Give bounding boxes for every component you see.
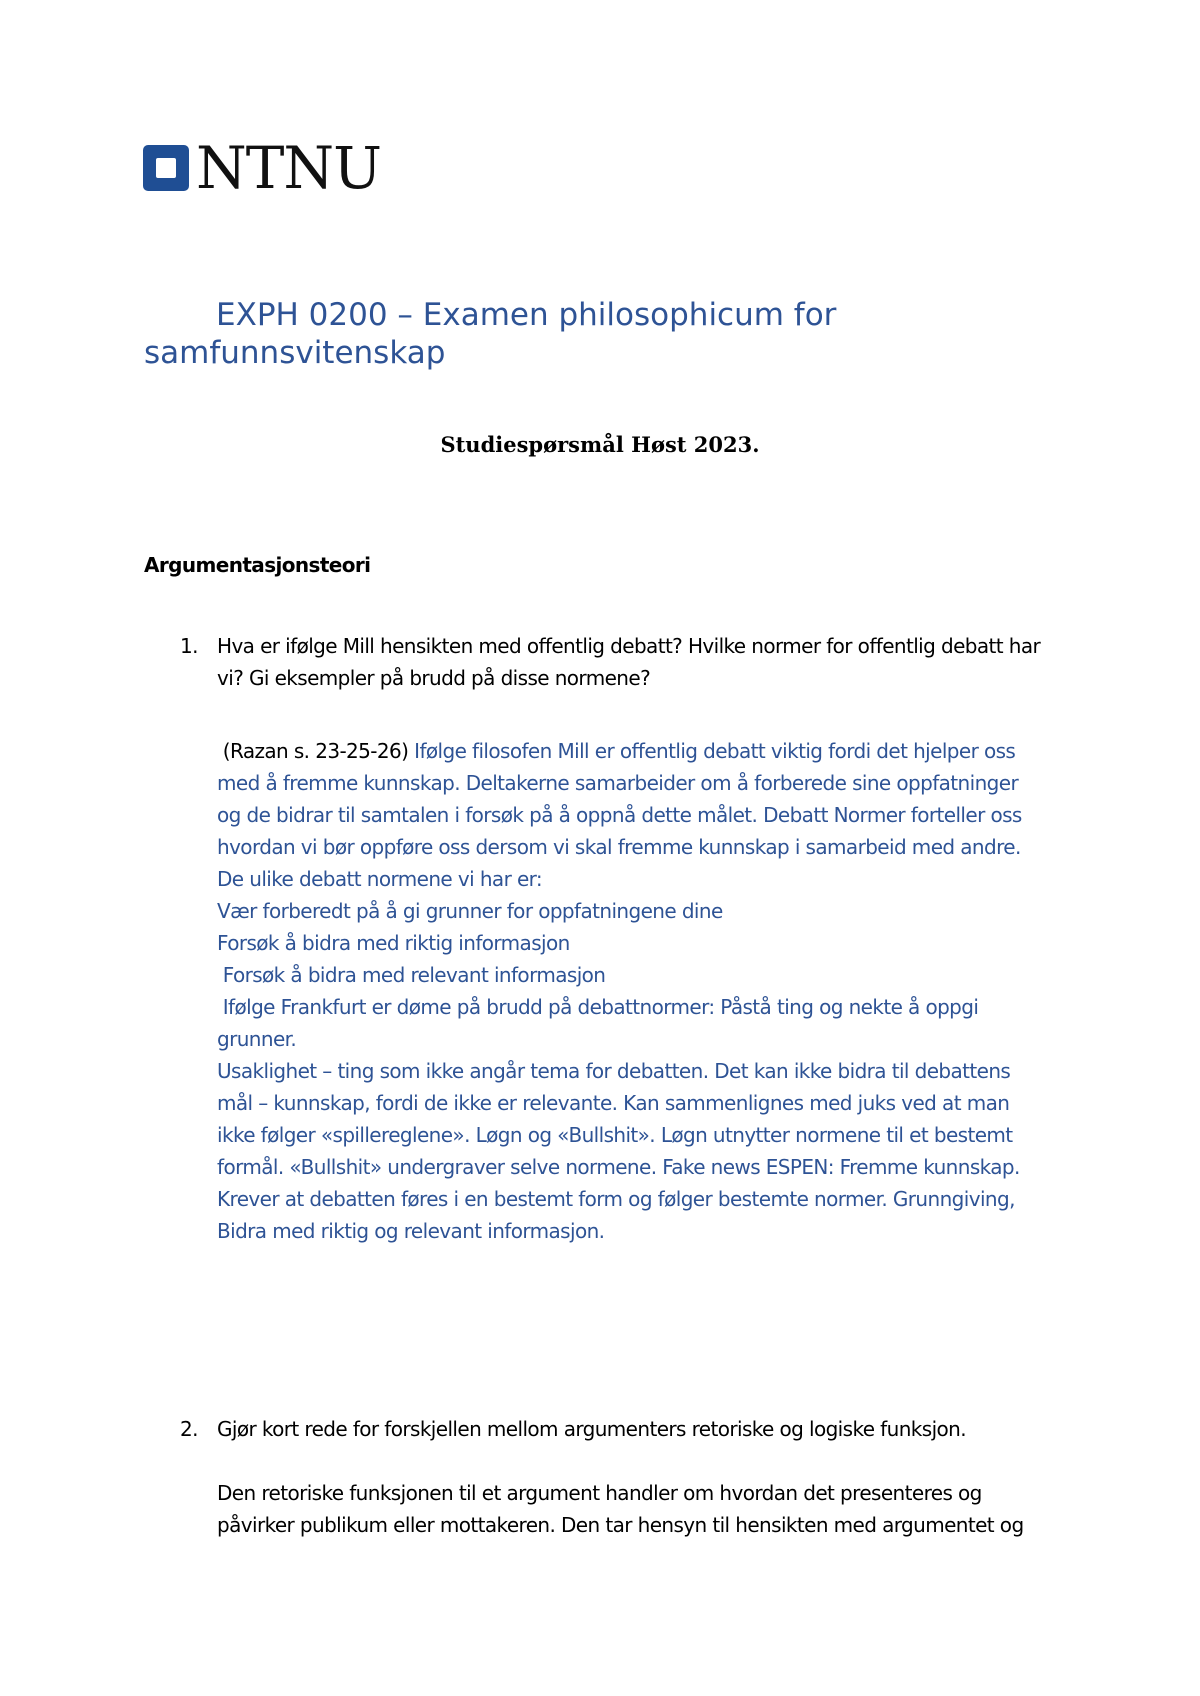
answer-line: Vær forberedt på å gi grunner for oppfatningene dine <box>217 899 723 923</box>
answer-line: Krever at debatten føres i en bestemt form og følger bestemte normer. Grunngiving, <box>217 1187 1015 1211</box>
ntnu-logo-mark-icon <box>143 145 189 191</box>
document-title: EXPH 0200 – Examen philosophicum for samfunnsvitenskap <box>144 297 837 371</box>
question-number: 1. <box>180 634 198 658</box>
question-1 <box>180 630 1060 694</box>
section-heading: Argumentasjonsteori <box>144 553 371 577</box>
answer-line: ikke følger «spillereglene». Løgn og «Bullshit». Løgn utnytter normene til et bestemt <box>217 1123 1013 1147</box>
answer-line: Bidra med riktig og relevant informasjon. <box>217 1219 605 1243</box>
answer-line: formål. «Bullshit» undergraver selve normene. Fake news ESPEN: Fremme kunnskap. <box>217 1155 1020 1179</box>
answer-1 <box>217 735 1067 1247</box>
question-text: Hva er ifølge Mill hensikten med offentlig debatt? Hvilke normer for offentlig debatt har vi? Gi eksempler på brudd på disse normene? <box>217 634 1041 690</box>
question-2 <box>180 1413 1060 1445</box>
citation: (Razan s. 23-25-26) <box>217 739 415 763</box>
answer-line: grunner. <box>217 1027 297 1051</box>
question-number: 2. <box>180 1417 198 1441</box>
answer-line: De ulike debatt normene vi har er: <box>217 867 543 891</box>
ntnu-logo-wordmark: NTNU <box>196 134 382 202</box>
answer-line: Forsøk å bidra med relevant informasjon <box>217 963 606 987</box>
answer-2 <box>217 1477 1067 1541</box>
answer-line <box>217 735 1067 767</box>
answer-line: Den retoriske funksjonen til et argument handler om hvordan det presenteres og <box>217 1481 982 1505</box>
ntnu-logo <box>143 134 382 202</box>
answer-line: hvordan vi bør oppføre oss dersom vi skal fremme kunnskap i samarbeid med andre. <box>217 835 1021 859</box>
answer-line: og de bidrar til samtalen i forsøk på å oppnå dette målet. Debatt Normer forteller oss <box>217 803 1022 827</box>
document-subtitle: Studiespørsmål Høst 2023. <box>440 432 760 457</box>
question-text: Gjør kort rede for forskjellen mellom argumenters retoriske og logiske funksjon. <box>217 1417 967 1441</box>
answer-line: Forsøk å bidra med riktig informasjon <box>217 931 570 955</box>
answer-line: med å fremme kunnskap. Deltakerne samarbeider om å forberede sine oppfatninger <box>217 771 1019 795</box>
answer-line: Ifølge Frankfurt er døme på brudd på debattnormer: Påstå ting og nekte å oppgi <box>217 995 979 1019</box>
answer-line: mål – kunnskap, fordi de ikke er relevante. Kan sammenlignes med juks ved at man <box>217 1091 1010 1115</box>
answer-line: påvirker publikum eller mottakeren. Den tar hensyn til hensikten med argumentet og <box>217 1513 1024 1537</box>
answer-line: Usaklighet – ting som ikke angår tema for debatten. Det kan ikke bidra til debattens <box>217 1059 1011 1083</box>
answer-text: Ifølge filosofen Mill er offentlig debatt viktig fordi det hjelper oss <box>414 739 1016 763</box>
